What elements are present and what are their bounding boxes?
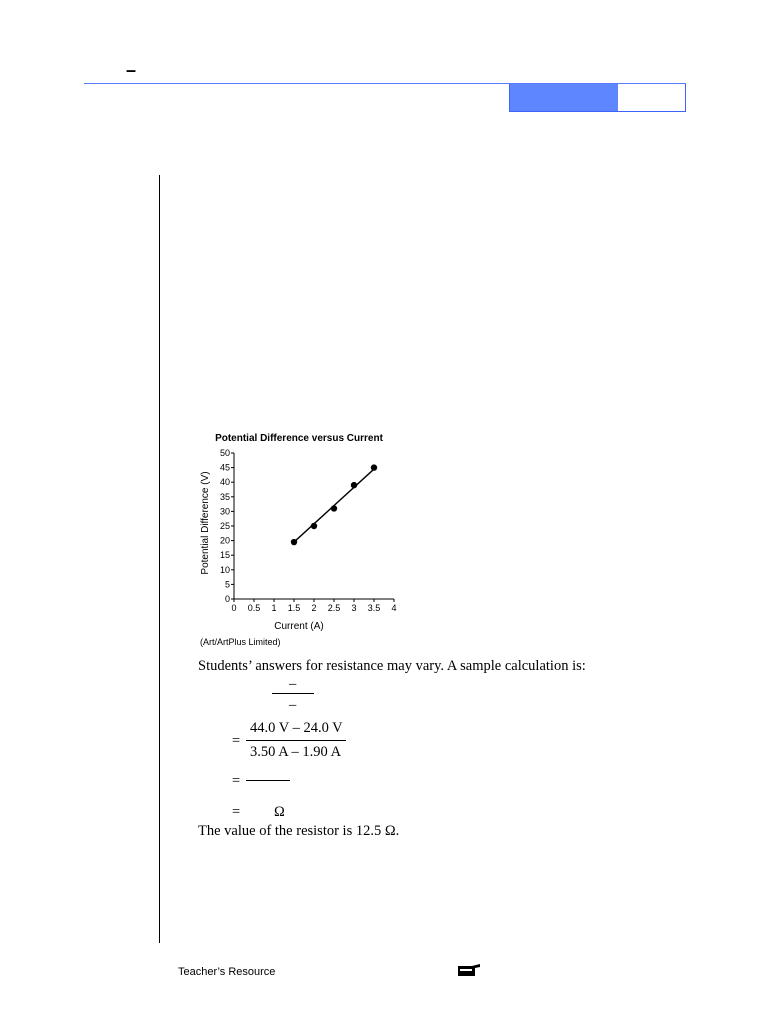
- chart-x-tick-label: 0.5: [247, 603, 261, 613]
- chart-y-tick-label: 10: [219, 564, 230, 575]
- chart-y-tick-label: 30: [219, 506, 230, 517]
- formula2-denominator: 3.50 A – 1.90 A: [250, 744, 342, 760]
- formula3-fraction-bar: [246, 780, 290, 781]
- chart-x-tick-label: 4: [391, 603, 397, 613]
- left-margin-rule: [159, 175, 160, 943]
- chart-data-point: [291, 539, 297, 545]
- formula1-denominator: –: [289, 697, 297, 713]
- formula1-numerator: –: [289, 676, 297, 692]
- chart-xlabel: Current (A): [274, 621, 324, 632]
- chart-title: Potential Difference versus Current: [215, 433, 383, 444]
- formula2-numerator: 44.0 V – 24.0 V: [250, 720, 343, 736]
- chart-x-tick-label: 1: [271, 603, 277, 613]
- chart-x-tick-label: 1.5: [287, 603, 301, 613]
- formula4-equals: =: [232, 804, 241, 820]
- chart-x-tick-label: 2: [311, 603, 317, 613]
- image-credit: (Art/ArtPlus Limited): [200, 637, 281, 647]
- chart-y-tick-label: 20: [219, 535, 230, 546]
- conclusion-text: The value of the resistor is 12.5 Ω.: [198, 823, 400, 839]
- chart-x-tick-label: 3: [351, 603, 357, 613]
- chart-y-tick-label: 35: [219, 491, 230, 502]
- chart-y-tick-label: 25: [219, 521, 230, 531]
- intro-text: Students’ answers for resistance may vary. A sample calculation is:: [198, 658, 586, 674]
- formula2-equals: =: [232, 733, 241, 749]
- chart-data-point: [311, 523, 317, 529]
- header-box: [509, 84, 686, 112]
- formula3-equals: =: [232, 773, 241, 789]
- pd-vs-current-chart: [196, 429, 402, 635]
- chart-data-point: [371, 464, 377, 470]
- chart-y-tick-label: 45: [219, 462, 230, 473]
- cd-drive-icon: [457, 963, 481, 977]
- formula1-fraction-bar: [272, 693, 314, 694]
- formula4-unit: Ω: [274, 804, 285, 820]
- footer-teachers-resource: Teacher’s Resource: [178, 966, 276, 978]
- chart-x-tick-label: 3.5: [367, 603, 381, 613]
- header-dash: –: [126, 60, 137, 80]
- chart-ylabel: Potential Difference (V): [200, 471, 211, 575]
- chart-x-tick-label: 2.5: [327, 603, 341, 613]
- chart-data-point: [331, 505, 337, 511]
- formula2-fraction-bar: [246, 740, 346, 741]
- chart-y-tick-label: 15: [219, 550, 230, 561]
- chart-y-tick-label: 0: [224, 594, 230, 604]
- chart-y-tick-label: 40: [219, 477, 230, 488]
- chart-x-tick-label: 0: [231, 603, 237, 613]
- chart-y-tick-label: 5: [224, 579, 230, 590]
- header-box-fill: [510, 84, 618, 111]
- chart-y-tick-label: 50: [219, 448, 230, 458]
- chart-data-point: [351, 482, 357, 488]
